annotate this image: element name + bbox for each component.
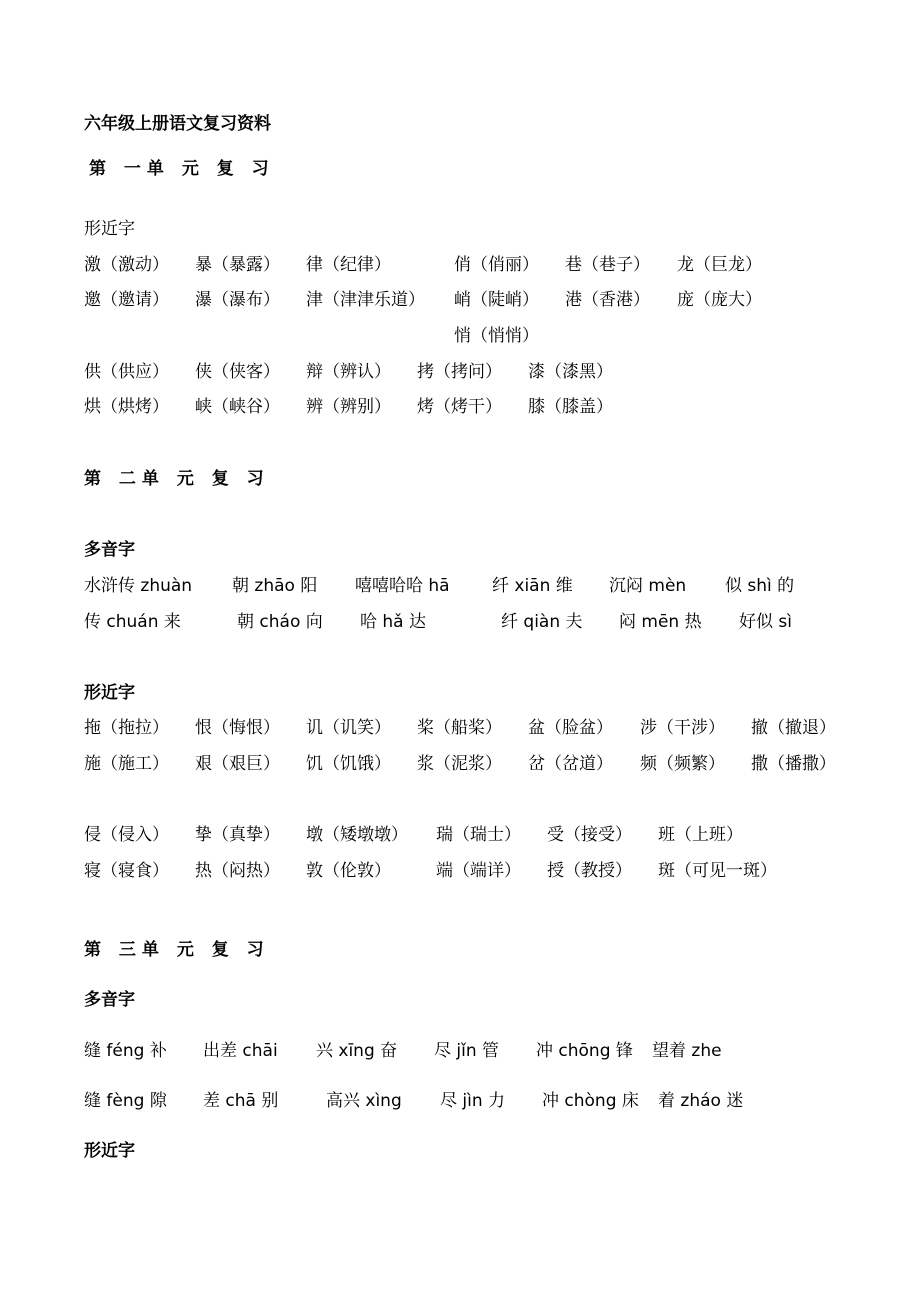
- polyphone-entry: 尽 jìn 力: [440, 1091, 506, 1111]
- polyphone-entry: 朝 zhāo 阳: [232, 576, 318, 596]
- polyphone-entry: 着 zháo 迷: [658, 1091, 744, 1111]
- polyphone-entry: 纤 xiān 维: [492, 576, 573, 596]
- word-entry: 施（施工）: [84, 754, 169, 774]
- polyphone-entry: 缝 fèng 隙: [84, 1091, 167, 1111]
- word-entry: 邀（邀请）: [84, 290, 169, 310]
- polyphone-entry: 沉闷 mèn: [609, 576, 687, 596]
- word-entry: 供（供应）: [84, 362, 169, 382]
- polyphone-entry: 冲 chōng 锋: [536, 1041, 633, 1061]
- polyphone-entry: 尽 jǐn 管: [434, 1041, 500, 1061]
- unit2-heading: 第 二单 元 复 习: [84, 469, 270, 489]
- polyphone-entry: 闷 mēn 热: [619, 612, 702, 632]
- word-entry: 端（端详）: [436, 861, 521, 881]
- word-entry: 悄（悄悄）: [454, 326, 539, 346]
- word-entry: 龙（巨龙）: [677, 255, 762, 275]
- word-entry: 频（频繁）: [640, 754, 725, 774]
- polyphone-entry: 高兴 xìng: [326, 1091, 402, 1111]
- word-entry: 受（接受）: [547, 825, 632, 845]
- unit2-similar-label: 形近字: [84, 683, 135, 703]
- word-entry: 涉（干涉）: [640, 718, 725, 738]
- word-entry: 激（激动）: [84, 255, 169, 275]
- word-entry: 律（纪律）: [306, 255, 391, 275]
- polyphone-entry: 传 chuán 来: [84, 612, 181, 632]
- unit1-heading: 第 一单 元 复 习: [89, 159, 275, 179]
- word-entry: 拖（拖拉）: [84, 718, 169, 738]
- word-entry: 授（教授）: [547, 861, 632, 881]
- word-entry: 盆（脸盆）: [528, 718, 613, 738]
- word-entry: 暴（暴露）: [195, 255, 280, 275]
- word-entry: 饥（饥饿）: [306, 754, 391, 774]
- word-entry: 挚（真挚）: [195, 825, 280, 845]
- unit3-heading: 第 三单 元 复 习: [84, 940, 270, 960]
- word-entry: 寝（寝食）: [84, 861, 169, 881]
- word-entry: 墩（矮墩墩）: [306, 825, 408, 845]
- word-entry: 斑（可见一斑）: [658, 861, 777, 881]
- word-entry: 辨（辨别）: [306, 397, 391, 417]
- word-entry: 讥（讥笑）: [306, 718, 391, 738]
- polyphone-entry: 缝 féng 补: [84, 1041, 167, 1061]
- word-entry: 烘（烘烤）: [84, 397, 169, 417]
- polyphone-entry: 水浒传 zhuàn: [84, 576, 193, 596]
- polyphone-entry: 好似 sì: [739, 612, 792, 632]
- word-entry: 热（闷热）: [195, 861, 280, 881]
- word-entry: 浆（泥浆）: [417, 754, 502, 774]
- polyphone-entry: 兴 xīng 奋: [316, 1041, 398, 1061]
- word-entry: 膝（膝盖）: [528, 397, 613, 417]
- word-entry: 拷（拷问）: [417, 362, 502, 382]
- unit3-similar-label: 形近字: [84, 1141, 135, 1161]
- word-entry: 班（上班）: [658, 825, 743, 845]
- unit1-similar-label: 形近字: [84, 219, 135, 239]
- word-entry: 瑞（瑞士）: [436, 825, 521, 845]
- word-entry: 撤（撤退）: [751, 718, 836, 738]
- word-entry: 烤（烤干）: [417, 397, 502, 417]
- word-entry: 岔（岔道）: [528, 754, 613, 774]
- word-entry: 俏（俏丽）: [454, 255, 539, 275]
- word-entry: 侵（侵入）: [84, 825, 169, 845]
- polyphone-entry: 似 shì 的: [725, 576, 795, 596]
- word-entry: 巷（巷子）: [565, 255, 650, 275]
- word-entry: 峡（峡谷）: [195, 397, 280, 417]
- word-entry: 港（香港）: [565, 290, 650, 310]
- word-entry: 辩（辨认）: [306, 362, 391, 382]
- word-entry: 庞（庞大）: [677, 290, 762, 310]
- polyphone-entry: 哈 hǎ 达: [360, 612, 426, 632]
- unit3-polyphone-label: 多音字: [84, 990, 135, 1010]
- polyphone-entry: 冲 chòng 床: [542, 1091, 639, 1111]
- polyphone-entry: 差 chā 别: [203, 1091, 279, 1111]
- word-entry: 撒（播撒）: [751, 754, 836, 774]
- word-entry: 艰（艰巨）: [195, 754, 280, 774]
- word-entry: 峭（陡峭）: [454, 290, 539, 310]
- polyphone-entry: 嘻嘻哈哈 hā: [355, 576, 450, 596]
- polyphone-entry: 出差 chāi: [203, 1041, 278, 1061]
- word-entry: 敦（伦敦）: [306, 861, 391, 881]
- word-entry: 漆（漆黑）: [528, 362, 613, 382]
- unit2-polyphone-label: 多音字: [84, 540, 135, 560]
- word-entry: 桨（船桨）: [417, 718, 502, 738]
- polyphone-entry: 望着 zhe: [652, 1041, 722, 1061]
- word-entry: 津（津津乐道）: [306, 290, 425, 310]
- polyphone-entry: 纤 qiàn 夫: [501, 612, 583, 632]
- word-entry: 恨（悔恨）: [195, 718, 280, 738]
- document-title: 六年级上册语文复习资料: [84, 114, 271, 134]
- polyphone-entry: 朝 cháo 向: [237, 612, 323, 632]
- word-entry: 侠（侠客）: [195, 362, 280, 382]
- word-entry: 瀑（瀑布）: [195, 290, 280, 310]
